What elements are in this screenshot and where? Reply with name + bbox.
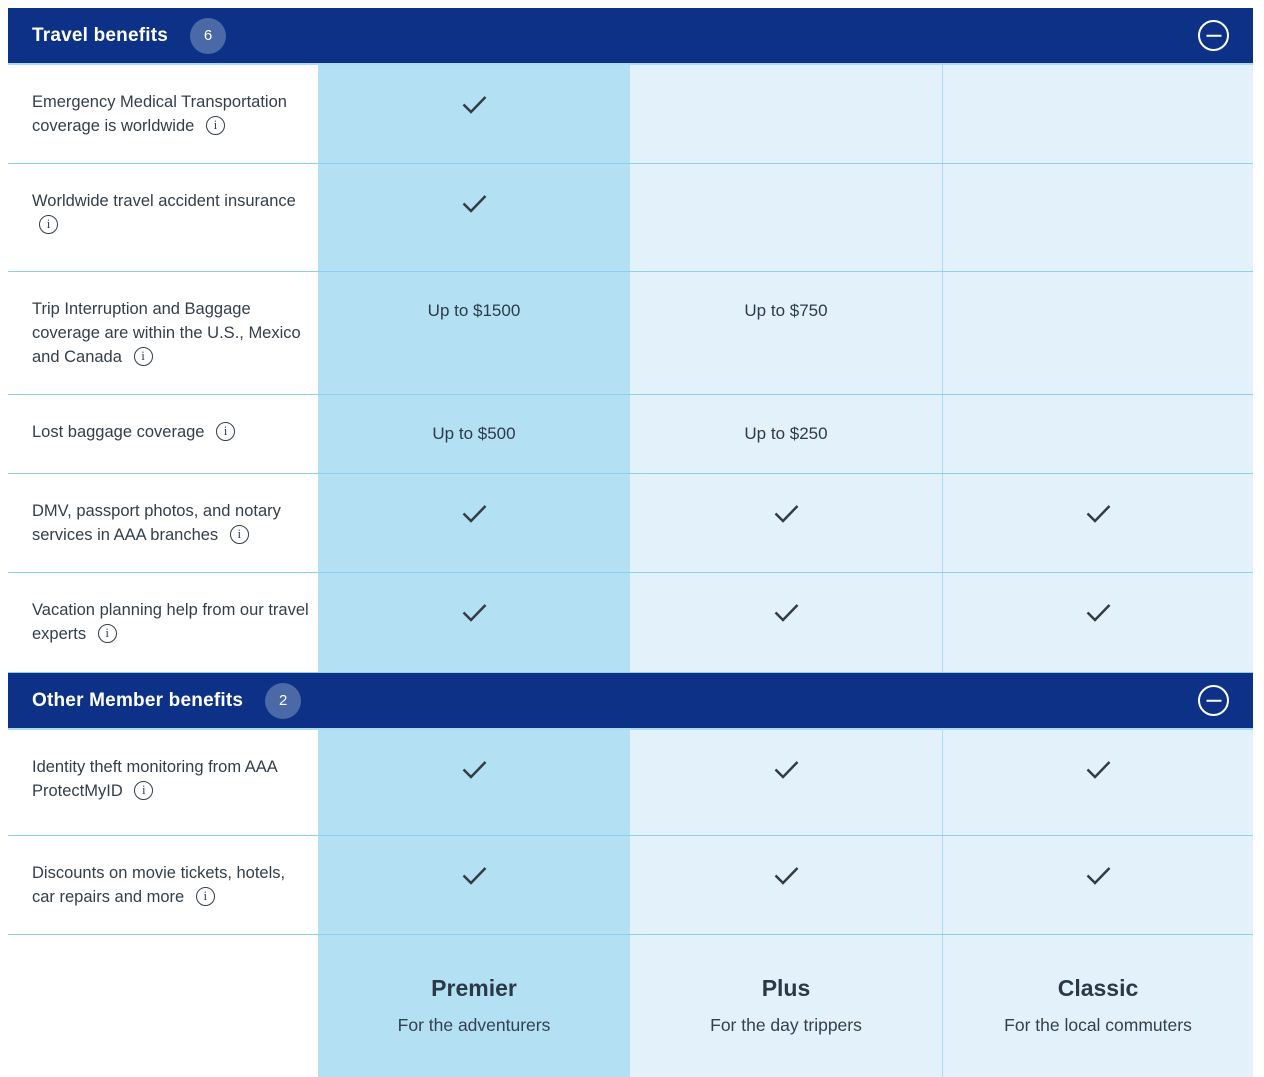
benefit-label-text: Vacation planning help from our travel experts <box>32 601 309 643</box>
minus-icon <box>1206 34 1221 37</box>
benefit-label-cell <box>8 474 318 572</box>
benefit-label-text: Worldwide travel accident insurance <box>32 192 296 210</box>
info-icon[interactable] <box>216 422 235 441</box>
plan-name: Plus <box>761 975 811 1001</box>
plus-cell <box>630 474 942 572</box>
info-icon[interactable] <box>206 116 225 135</box>
classic-cell <box>942 836 1253 934</box>
plan-name: Premier <box>431 975 517 1001</box>
check-icon <box>461 193 488 214</box>
plus-cell <box>630 730 942 835</box>
benefit-label-text: Discounts on movie tickets, hotels, car repairs and more <box>32 864 286 906</box>
plan-footer-row <box>8 935 1253 1077</box>
premier-cell <box>318 272 630 394</box>
benefit-label-cell <box>8 836 318 934</box>
plan-tagline: For the adventurers <box>397 1015 551 1035</box>
benefit-label-text: Trip Interruption and Baggage coverage are within the U.S., Mexico and Canada <box>32 300 301 366</box>
premier-cell <box>318 65 630 163</box>
benefit-label-text: Lost baggage coverage <box>32 423 210 441</box>
check-icon <box>461 759 488 780</box>
check-icon <box>461 503 488 524</box>
benefit-value: Up to $750 <box>744 301 828 320</box>
plus-cell <box>630 836 942 934</box>
check-icon <box>461 865 488 886</box>
benefit-label-cell <box>8 272 318 394</box>
check-icon <box>773 602 800 623</box>
check-icon <box>773 759 800 780</box>
premier-cell <box>318 836 630 934</box>
benefit-value: Up to $250 <box>744 424 828 443</box>
count-badge: 2 <box>265 683 301 719</box>
check-icon <box>1085 759 1112 780</box>
info-icon[interactable] <box>230 525 249 544</box>
info-icon[interactable] <box>134 347 153 366</box>
benefit-value: Up to $1500 <box>427 301 521 320</box>
plan-tagline: For the local commuters <box>1004 1015 1192 1035</box>
check-icon <box>1085 602 1112 623</box>
info-icon[interactable] <box>196 887 215 906</box>
classic-cell <box>942 573 1253 672</box>
benefit-row <box>8 474 1253 573</box>
benefits-comparison-table <box>8 8 1253 1077</box>
benefit-label-cell <box>8 395 318 473</box>
premier-cell <box>318 573 630 672</box>
classic-cell <box>942 272 1253 394</box>
plan-header-premier <box>318 935 630 1077</box>
classic-cell <box>942 65 1253 163</box>
benefit-row <box>8 65 1253 164</box>
other-member-benefits-rows <box>8 730 1253 935</box>
plan-header-plus <box>630 935 942 1077</box>
check-icon <box>461 602 488 623</box>
info-icon[interactable] <box>39 215 58 234</box>
benefit-label-cell <box>8 65 318 163</box>
plus-cell <box>630 272 942 394</box>
benefit-row <box>8 395 1253 474</box>
section-header-travel-benefits <box>8 8 1253 65</box>
check-icon <box>1085 865 1112 886</box>
section-header-other-member-benefits <box>8 673 1253 730</box>
benefit-row <box>8 164 1253 272</box>
benefit-row <box>8 272 1253 395</box>
check-icon <box>773 503 800 524</box>
premier-cell <box>318 474 630 572</box>
info-icon[interactable] <box>98 624 117 643</box>
footer-spacer-cell <box>8 935 318 1077</box>
check-icon <box>1085 503 1112 524</box>
benefit-label-cell <box>8 573 318 672</box>
benefit-label-text: Emergency Medical Transportation coverage is worldwide <box>32 93 287 135</box>
check-icon <box>773 865 800 886</box>
travel-benefits-rows <box>8 65 1253 673</box>
section-title: Other Member benefits <box>32 689 244 711</box>
premier-cell <box>318 395 630 473</box>
premier-cell <box>318 164 630 271</box>
plus-cell <box>630 164 942 271</box>
classic-cell <box>942 730 1253 835</box>
collapse-button[interactable] <box>1198 685 1229 716</box>
benefit-row <box>8 836 1253 935</box>
benefit-value: Up to $500 <box>432 424 516 443</box>
classic-cell <box>942 474 1253 572</box>
plus-cell <box>630 65 942 163</box>
plan-name: Classic <box>1057 975 1139 1001</box>
benefit-row <box>8 730 1253 836</box>
minus-icon <box>1206 699 1221 702</box>
benefit-label-cell <box>8 164 318 271</box>
plan-tagline: For the day trippers <box>710 1015 862 1035</box>
benefit-label-cell <box>8 730 318 835</box>
section-title: Travel benefits <box>32 24 169 46</box>
benefit-label-text: DMV, passport photos, and notary services in AAA branches <box>32 502 281 544</box>
premier-cell <box>318 730 630 835</box>
classic-cell <box>942 164 1253 271</box>
plus-cell <box>630 395 942 473</box>
collapse-button[interactable] <box>1198 20 1229 51</box>
classic-cell <box>942 395 1253 473</box>
plan-header-classic <box>942 935 1253 1077</box>
check-icon <box>461 94 488 115</box>
benefit-label-text: Identity theft monitoring from AAA ProtectMyID <box>32 758 277 800</box>
info-icon[interactable] <box>134 781 153 800</box>
plus-cell <box>630 573 942 672</box>
count-badge: 6 <box>190 18 226 54</box>
benefit-row <box>8 573 1253 673</box>
